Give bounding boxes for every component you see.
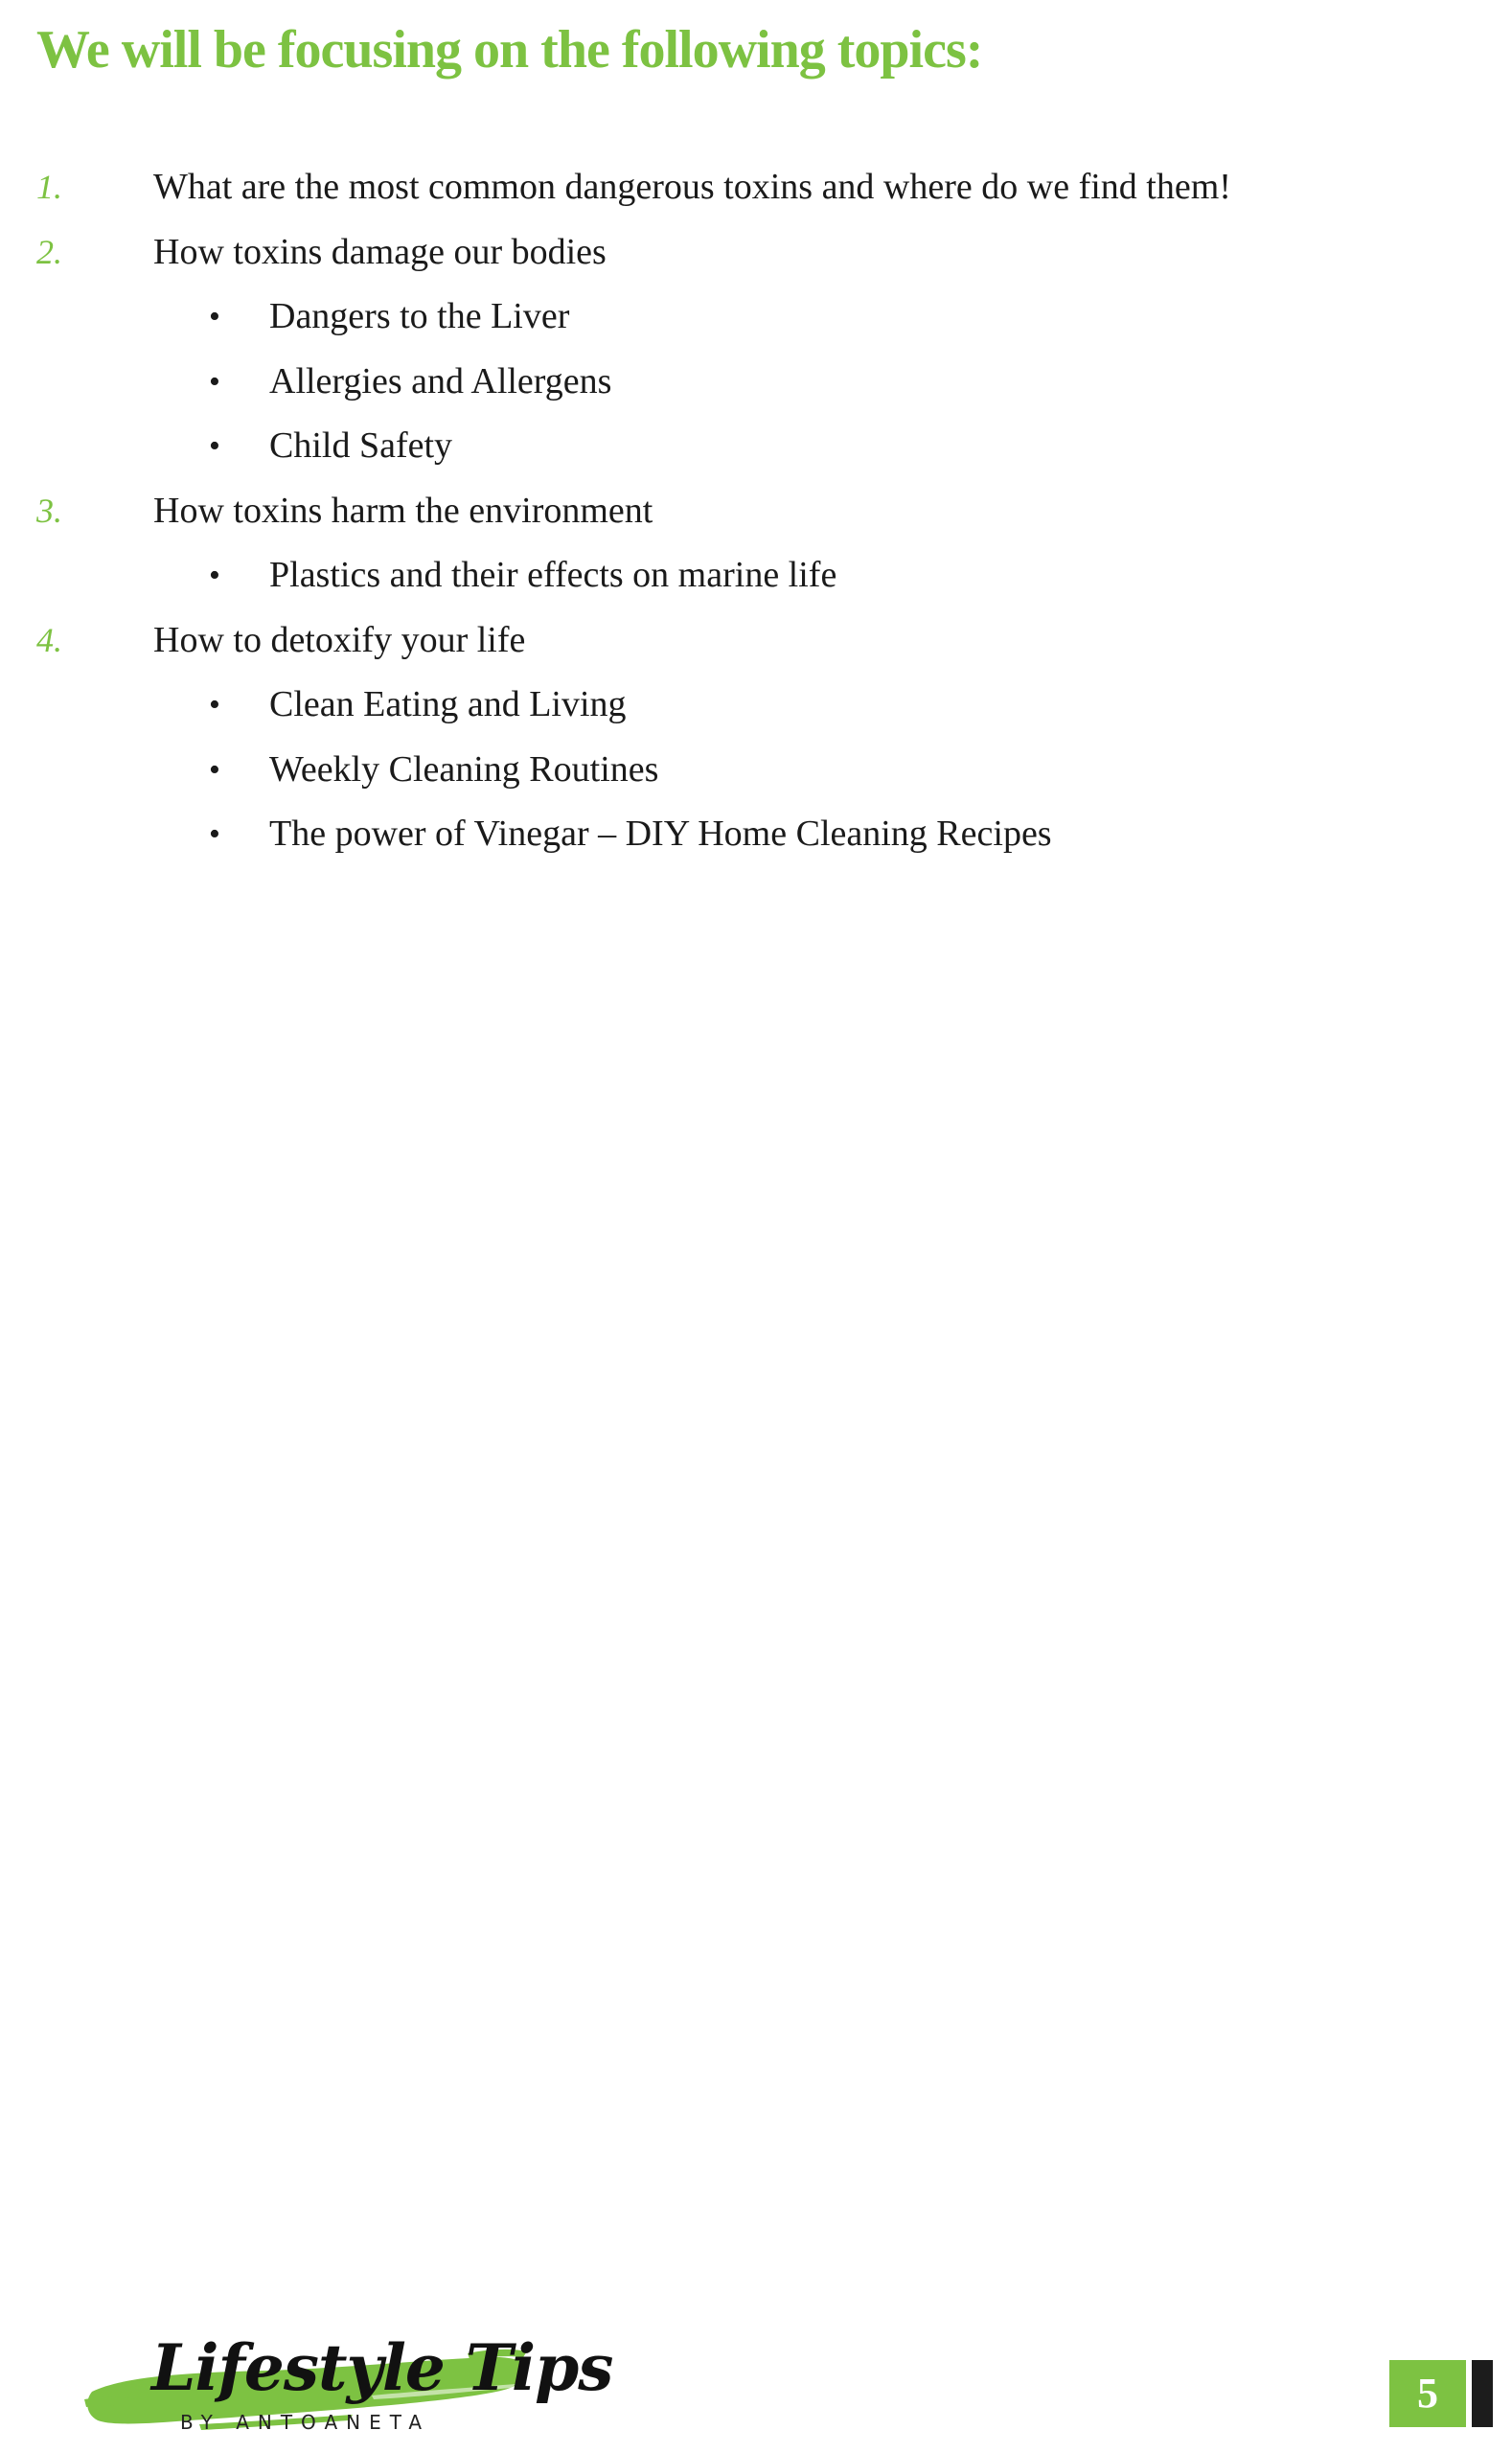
- subtopic-item: [0, 738, 1512, 803]
- topic-text: What are the most common dangerous toxins and where do we find them!: [153, 167, 1231, 207]
- logo-subtitle: BY ANTOANETA: [180, 2411, 431, 2434]
- subtopic-text: Plastics and their effects on marine life: [269, 555, 837, 595]
- footer-logo: [84, 2328, 613, 2443]
- subtopic-item: [0, 285, 1512, 350]
- subtopic-text: The power of Vinegar – DIY Home Cleaning Recipes: [269, 814, 1052, 854]
- bullet-icon: •: [209, 816, 220, 852]
- topic-item-4: [0, 608, 1512, 674]
- subtopic-text: Weekly Cleaning Routines: [269, 748, 659, 790]
- bullet-icon: •: [209, 687, 220, 722]
- subtopic-item: [0, 350, 1512, 415]
- topic-item-2: [0, 220, 1512, 286]
- bullet-icon: •: [209, 558, 220, 593]
- topic-item-1: [0, 155, 1512, 220]
- topic-text: How to detoxify your life: [153, 619, 526, 660]
- bullet-icon: •: [209, 299, 220, 334]
- topic-number: 1.: [36, 168, 62, 206]
- page-number: 5: [1389, 2360, 1466, 2427]
- bullet-icon: •: [209, 428, 220, 464]
- subtopic-item: [0, 414, 1512, 479]
- subtopic-text: Clean Eating and Living: [269, 684, 627, 724]
- subtopic-text: Allergies and Allergens: [269, 360, 612, 401]
- subtopic-text: Dangers to the Liver: [269, 296, 570, 336]
- topic-text: How toxins damage our bodies: [153, 231, 607, 272]
- topic-item-3: [0, 479, 1512, 544]
- topic-number: 3.: [36, 491, 62, 530]
- logo-script-text: Lifestyle Tips: [151, 2330, 613, 2405]
- bullet-icon: •: [209, 751, 220, 788]
- page-heading: We will be focusing on the following topics:: [36, 20, 983, 80]
- topic-number: 4.: [36, 620, 62, 659]
- topic-number: 2.: [36, 232, 62, 271]
- page-number-bar: [1472, 2360, 1493, 2427]
- subtopic-text: Child Safety: [269, 425, 453, 466]
- subtopic-item: [0, 543, 1512, 608]
- bullet-icon: •: [209, 363, 220, 400]
- subtopic-item: [0, 802, 1512, 867]
- topics-list: [0, 155, 1512, 867]
- topic-text: How toxins harm the environment: [153, 490, 653, 531]
- subtopic-item: [0, 673, 1512, 738]
